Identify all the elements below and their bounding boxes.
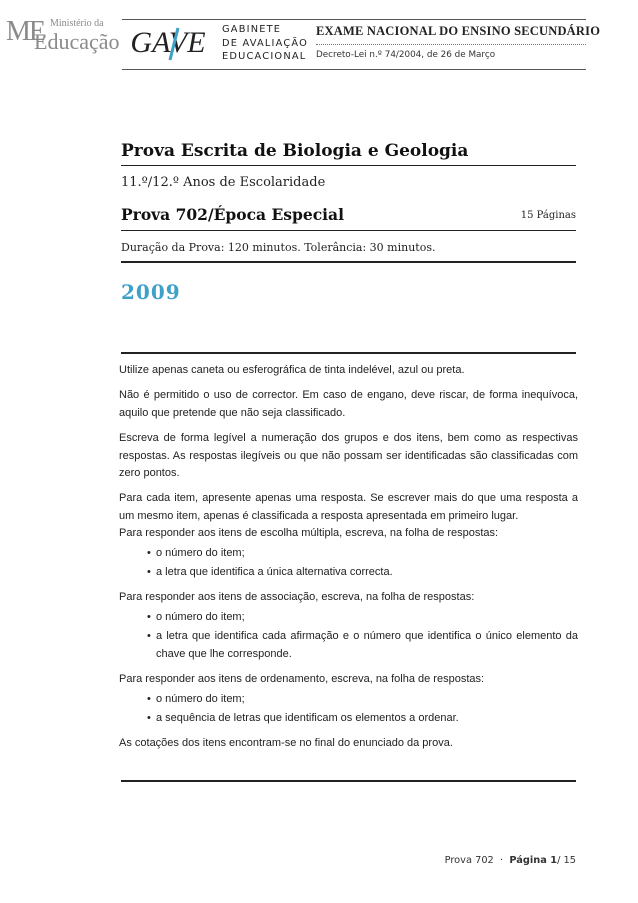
footer-separator: · (500, 855, 504, 866)
instructions (119, 362, 578, 761)
gave-logo-text: GAVE (130, 26, 206, 59)
ministry-small-text: Ministério da (50, 18, 104, 29)
header-rule-top (122, 19, 316, 20)
gave-line-2: DE AVALIAÇÃO (222, 37, 309, 49)
ministry-name: Educação (34, 29, 120, 54)
exam-title: EXAME NACIONAL DO ENSINO SECUNDÁRIO (316, 24, 601, 38)
list-item: • a sequência de letras que identificam os elementos a ordenar. (146, 710, 578, 727)
instructions-top-rule (121, 352, 576, 354)
exam-year: 2009 (121, 280, 181, 304)
footer-page-number: Página 1 (509, 855, 558, 866)
duration: Duração da Prova: 120 minutos. Tolerância: 30 minutos. (121, 241, 436, 254)
list-item: • a letra que identifica cada afirmação e o número que identifica o único elemento da chave que lhe corresponde. (146, 628, 578, 663)
ministry-logo (6, 16, 120, 56)
gave-line-1: GABINETE (222, 24, 282, 35)
list-item: • o número do item; (146, 545, 578, 562)
instruction-corrector: Não é permitido o uso de corrector. Em caso de engano, deve riscar, de forma inequívoca, aquilo que pretende que não seja classificado. (119, 389, 578, 419)
instruction-pen: Utilize apenas caneta ou esferográfica de tinta indelével, azul ou preta. (119, 364, 465, 376)
page-title: Prova Escrita de Biologia e Geologia (121, 141, 469, 161)
school-years: 11.º/12.º Anos de Escolaridade (121, 175, 326, 190)
multiple-choice-list (119, 545, 578, 582)
instruction-ordering: Para responder aos itens de ordenamento, escreva, na folha de respostas: (119, 673, 485, 686)
header-rule-bottom (122, 69, 316, 70)
footer-page-total: / 15 (557, 855, 576, 866)
list-item: • a letra que identifica a única alternativa correcta. (146, 564, 578, 581)
instruction-association: Para responder aos itens de associação, escreva, na folha de respostas: (119, 591, 475, 604)
exam-code-rule (121, 230, 576, 231)
instructions-bottom-rule (121, 780, 576, 782)
ordering-list (119, 691, 578, 728)
footer-exam-code: Prova 702 (444, 855, 494, 866)
instruction-legibility: Escreva de forma legível a numeração dos grupos e dos itens, bem como as respectivas respostas. As respostas ilegíveis ou que não possam ser identificadas são classificadas com zero pontos. (119, 432, 578, 480)
header-rule-right-bottom (316, 69, 586, 70)
page-count: 15 Páginas (520, 210, 576, 221)
instruction-single-answer: Para cada item, apresente apenas uma resposta. Se escrever mais do que uma resposta a um mesmo item, apenas é classificada a resposta apresentada em primeiro lugar. (119, 492, 578, 522)
exam-code: Prova 702/Época Especial (121, 205, 344, 224)
instruction-multiple-choice: Para responder aos itens de escolha múltipla, escreva, na folha de respostas: (119, 527, 499, 540)
duration-rule (121, 261, 576, 263)
gave-name (222, 23, 308, 64)
header-rule-right-top (316, 19, 586, 20)
header-dotted-rule (316, 44, 586, 45)
list-item: • o número do item; (146, 609, 578, 626)
title-rule (121, 165, 576, 166)
page-footer (445, 855, 576, 866)
ministry-monogram: ME (6, 16, 44, 47)
gave-logo (118, 20, 218, 70)
decreto-lei: Decreto-Lei n.º 74/2004, de 26 de Março (316, 50, 496, 60)
association-list (119, 609, 578, 663)
instruction-scores: As cotações dos itens encontram-se no final do enunciado da prova. (119, 737, 453, 750)
list-item: • o número do item; (146, 691, 578, 708)
gave-line-3: EDUCACIONAL (222, 51, 307, 62)
